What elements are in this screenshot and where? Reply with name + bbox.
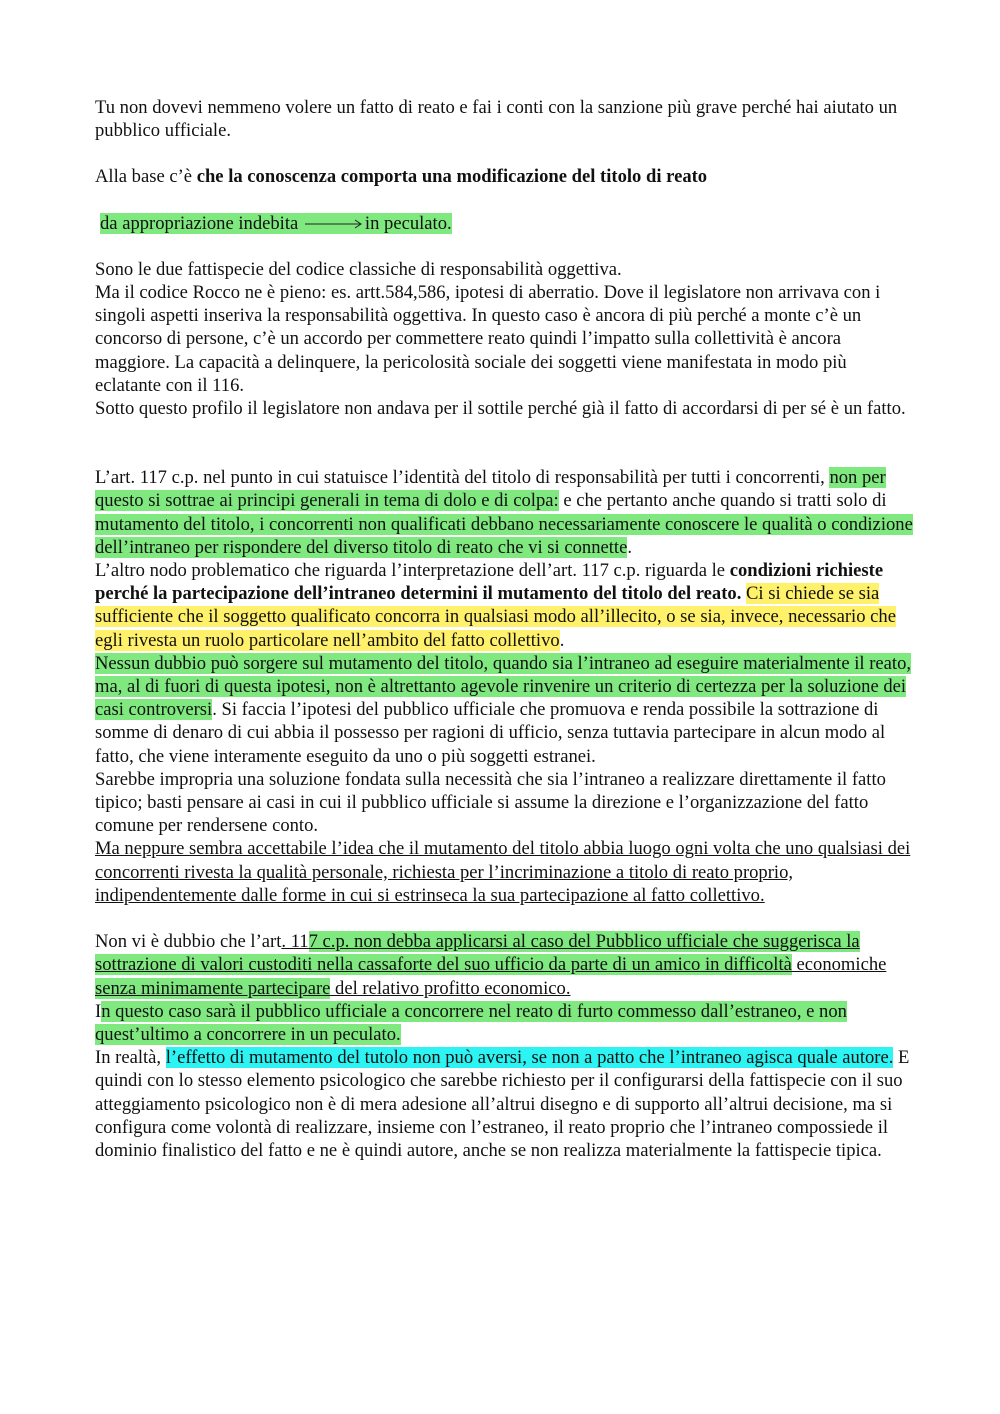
paragraph-12-highlight-1: 7 c.p. non debba applicarsi al caso del Pubblico ufficiale che suggerisca la sottrazione di valori custoditi nella cassaforte del suo ufficio da parte di un amico in difficoltà: [95, 931, 860, 976]
paragraph-2-bold: che la conoscenza comporta una modificazione del titolo di reato: [196, 166, 708, 188]
paragraph-10: Sarebbe impropria una soluzione fondata sulla necessità che sia l’intraneo a realizzare direttamente il fatto tipico; basti pensare ai casi in cui il pubblico ufficiale si assume la direzione e l’organizzazione del fatto comune per rendersene conto.: [95, 768, 886, 837]
document-body: [95, 96, 915, 1162]
paragraph-12-underline-1: . 11: [281, 931, 309, 953]
highlight-appropriazione-left: da appropriazione indebita: [100, 212, 299, 234]
paragraph-12: [95, 930, 915, 1000]
right-arrow-icon: [305, 219, 363, 229]
paragraph-14-a: In realtà,: [95, 1047, 166, 1069]
paragraph-2: [95, 165, 915, 188]
paragraph-7-a: L’art. 117 c.p. nel punto in cui statuisce l’identità del titolo di responsabilità per tutti i concorrenti,: [95, 467, 830, 489]
paragraph-9-highlight: Nessun dubbio può sorgere sul mutamento del titolo, quando sia l’intraneo ad eseguire materialmente il reato, ma, al di fuori di questa ipotesi, non è altrettanto agevole rinvenire un criterio di certezza per la soluzione dei casi controversi: [95, 652, 912, 721]
paragraph-7-c: .: [627, 536, 632, 558]
paragraph-12-underline-3: del relativo profitto economico.: [330, 977, 571, 999]
paragraph-12-underline-2: economiche: [791, 954, 887, 976]
paragraph-6: Sotto questo profilo il legislatore non andava per il sottile perché già il fatto di accordarsi di per sé è un fatto.: [95, 398, 906, 420]
paragraph-11: Ma neppure sembra accettabile l’idea che il mutamento del titolo abbia luogo ogni volta che uno qualsiasi dei concorrenti rivesta la qualità personale, richiesta per l’incriminazione a titolo di reato proprio, indipendentemente dalle forme in cui si estrinseca la sua partecipazione al fatto collettivo.: [95, 838, 911, 906]
paragraph-3: [95, 212, 915, 235]
paragraph-5: Ma il codice Rocco ne è pieno: es. artt.584,586, ipotesi di aberratio. Dove il legislatore non arrivava con i singoli aspetti inseriva la responsabilità oggettiva. In questo caso è ancora di più perché a monte c’è un concorso di persone, c’è un accordo per commettere reato quindi l’impatto sulla collettività è ancora maggiore. La capacità a delinquere, la pericolosità sociale dei soggetti viene manifestata in modo più eclatante con il 116.: [95, 282, 881, 396]
paragraph-13-highlight: n questo caso sarà il pubblico ufficiale a concorrere nel reato di furto commesso dall’estraneo, e non quest’ultimo a concorrere in un peculato.: [95, 1000, 847, 1045]
paragraph-8-a: L’altro nodo problematico che riguarda l’interpretazione dell’art. 117 c.p. riguarda le: [95, 560, 730, 582]
paragraph-14: [95, 1046, 915, 1162]
paragraph-12-a: Non vi è dubbio che l’art: [95, 931, 282, 953]
paragraph-9: [95, 652, 915, 768]
paragraph-8-bold: condizioni richieste perché la partecipazione dell’intraneo determini il mutamento del titolo del reato.: [95, 560, 884, 605]
paragraph-2-text: Alla base c’è: [95, 166, 197, 188]
paragraph-12-highlight-2: senza minimamente partecipare: [95, 977, 331, 999]
paragraph-14-b: E quindi con lo stesso elemento psicologico che sarebbe richiesto per il configurarsi della fattispecie con il suo atteggiamento psicologico non è di mera adesione all’altrui disegno e di supporto all’altrui decisione, ma si configura come volontà di realizzare, insieme con l’estraneo, il reato proprio che l’intraneo compossiede il dominio finalistico del fatto e ne è quindi autore, anche se non realizza materialmente la fattispecie tipica.: [95, 1047, 910, 1161]
paragraph-7-highlight-1: non per questo si sottrae ai principi generali in tema di dolo e di colpa:: [95, 467, 886, 512]
paragraph-4: Sono le due fattispecie del codice classiche di responsabilità oggettiva.: [95, 258, 622, 280]
paragraph-8-c: .: [559, 629, 565, 651]
paragraph-7-b: e che pertanto anche quando si tratti solo di: [558, 490, 887, 512]
paragraph-14-highlight: l’effetto di mutamento del tutolo non può aversi, se non a patto che l’intraneo agisca quale autore.: [165, 1047, 894, 1069]
paragraph-9-b: . Si faccia l’ipotesi del pubblico ufficiale che promuova e renda possibile la sottrazione di somme di denaro di cui abbia il possesso per ragioni di ufficio, senza tuttavia partecipare in alcun modo al fatto, che viene interamente eseguito da uno o più soggetti estranei.: [95, 699, 886, 767]
paragraph-1: Tu non dovevi nemmeno volere un fatto di reato e fai i conti con la sanzione più grave perché hai aiutato un pubblico ufficiale.: [95, 97, 898, 142]
highlight-appropriazione-right: in peculato.: [364, 212, 452, 234]
paragraph-13-a: I: [95, 1000, 102, 1022]
paragraph-8-highlight: Ci si chiede se sia sufficiente che il soggetto qualificato concorra in qualsiasi modo all’illecito, o se sia, invece, necessario che egli rivesta un ruolo particolare nell’ambito del fatto collettivo: [95, 583, 896, 651]
paragraph-7: [95, 466, 915, 559]
paragraph-13: [95, 1000, 915, 1046]
highlight-appropriazione: [100, 213, 452, 234]
paragraph-8: [95, 559, 915, 652]
paragraph-7-highlight-2: mutamento del titolo, i concorrenti non qualificati debbano necessariamente conoscere le qualità o condizione dell’intraneo per rispondere del diverso titolo di reato che vi si connette: [95, 513, 913, 558]
